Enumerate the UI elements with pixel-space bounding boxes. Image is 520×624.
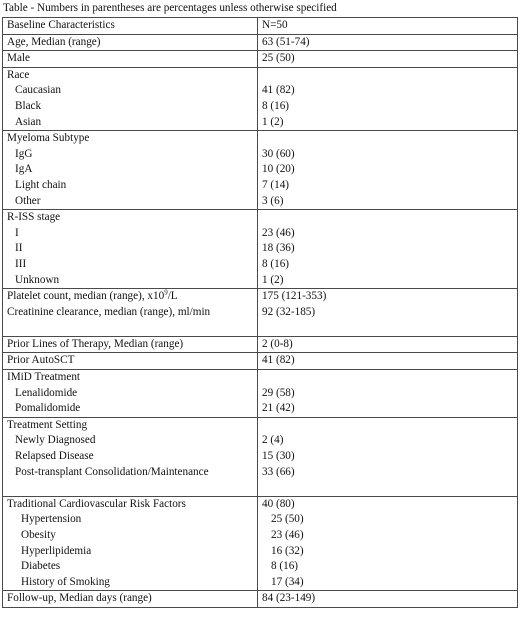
- cv-item-label: History of Smoking: [21, 575, 110, 588]
- cv-item-label: Hyperlipidemia: [21, 544, 92, 557]
- male-value: 25 (50): [262, 52, 295, 65]
- age-value: 63 (51-74): [262, 35, 310, 48]
- riss-item-value: 1 (2): [262, 273, 284, 286]
- header-label: Baseline Characteristics: [7, 19, 115, 31]
- setting-item-label: Relapsed Disease: [15, 450, 94, 463]
- cv-item-label: Hypertension: [21, 513, 82, 526]
- header-value-cell: [258, 18, 518, 35]
- setting-item-label: Newly Diagnosed: [15, 434, 96, 447]
- table-row-imid-treatment: [3, 370, 518, 418]
- setting-item-value: 2 (4): [262, 434, 284, 447]
- myeloma-item-value: 10 (20): [262, 163, 295, 176]
- header-label-cell: [3, 18, 258, 35]
- cv-item-label: Diabetes: [21, 560, 61, 573]
- riss-item-label: I: [15, 226, 19, 239]
- riss-item-value: 8 (16): [262, 257, 290, 270]
- baseline-characteristics-table: [2, 17, 518, 608]
- table-row-male: [3, 51, 518, 68]
- race-item-label: Caucasian: [15, 84, 61, 97]
- riss-title: R-ISS stage: [7, 211, 61, 224]
- male-label: Male: [7, 52, 30, 65]
- setting-item-value: 15 (30): [262, 450, 295, 463]
- cv-item-value: 25 (50): [271, 513, 304, 526]
- age-label: Age, Median (range): [7, 35, 101, 48]
- prior-autosct-value: 41 (82): [262, 354, 295, 367]
- riss-item-label: Unknown: [15, 273, 60, 286]
- table-row-treatment-setting: [3, 417, 518, 496]
- cv-item-value: 16 (32): [271, 544, 304, 557]
- race-item-value: 1 (2): [262, 115, 284, 128]
- imid-item-value: 29 (58): [262, 386, 295, 399]
- prior-lines-label: Prior Lines of Therapy, Median (range): [7, 337, 184, 350]
- table-row-labs: [3, 289, 518, 337]
- myeloma-item-value: 3 (6): [262, 194, 284, 207]
- imid-item-value: 21 (42): [262, 402, 295, 415]
- platelet-label: Platelet count, median (range), $x10^9/L$: [7, 288, 178, 303]
- creatinine-value: 92 (32-185): [262, 305, 316, 318]
- table-row-follow-up: [3, 591, 518, 608]
- setting-item-label: Post-transplant Consolidation/Maintenance: [15, 465, 209, 478]
- race-item-label: Black: [15, 99, 42, 112]
- table-row-cardiovascular-risk: [3, 496, 518, 591]
- riss-item-value: 18 (36): [262, 242, 295, 255]
- table-caption: Table - Numbers in parentheses are percentages unless otherwise specified: [3, 2, 337, 14]
- table-row-header: [3, 18, 518, 35]
- race-item-value: 8 (16): [262, 99, 290, 112]
- followup-value: 84 (23-149): [262, 592, 316, 605]
- setting-item-value: 33 (66): [262, 465, 295, 478]
- myeloma-item-label: IgA: [15, 163, 33, 176]
- table-row-riss-stage: [3, 210, 518, 289]
- cv-title-value: 40 (80): [262, 497, 295, 510]
- table-row-myeloma-subtype: [3, 131, 518, 210]
- followup-label: Follow-up, Median days (range): [7, 592, 152, 605]
- myeloma-item-value: 7 (14): [262, 178, 290, 191]
- setting-title: Treatment Setting: [7, 418, 88, 431]
- cv-item-label: Obesity: [21, 529, 56, 541]
- myeloma-item-label: Light chain: [15, 178, 67, 191]
- riss-item-label: II: [15, 242, 23, 255]
- myeloma-item-label: Other: [15, 194, 41, 207]
- creatinine-label: Creatinine clearance, median (range), ml/min: [7, 305, 211, 318]
- table-row-prior-lines: [3, 336, 518, 353]
- table-row-prior-autosct: [3, 353, 518, 370]
- myeloma-item-value: 30 (60): [262, 147, 295, 160]
- race-item-label: Asian: [15, 115, 42, 128]
- riss-item-value: 23 (46): [262, 226, 295, 239]
- race-item-value: 41 (82): [262, 84, 295, 97]
- table-row-age: [3, 34, 518, 51]
- header-value: N=50: [262, 19, 288, 31]
- prior-lines-value: 2 (0-8): [262, 337, 293, 350]
- imid-item-label: Lenalidomide: [15, 386, 78, 399]
- cv-item-value: 17 (34): [271, 575, 304, 588]
- race-title: Race: [7, 68, 30, 81]
- prior-autosct-label: Prior AutoSCT: [7, 354, 75, 367]
- cv-item-value: 23 (46): [271, 529, 304, 541]
- riss-item-label: III: [15, 257, 27, 270]
- platelet-value: 175 (121-353): [262, 290, 327, 303]
- myeloma-item-label: IgG: [15, 147, 33, 160]
- imid-item-label: Pomalidomide: [15, 402, 81, 415]
- cv-title: Traditional Cardiovascular Risk Factors: [7, 497, 186, 510]
- cv-item-value: 8 (16): [271, 560, 299, 573]
- table-row-race: [3, 67, 518, 130]
- myeloma-title: Myeloma Subtype: [7, 132, 90, 145]
- imid-title: IMiD Treatment: [7, 371, 81, 384]
